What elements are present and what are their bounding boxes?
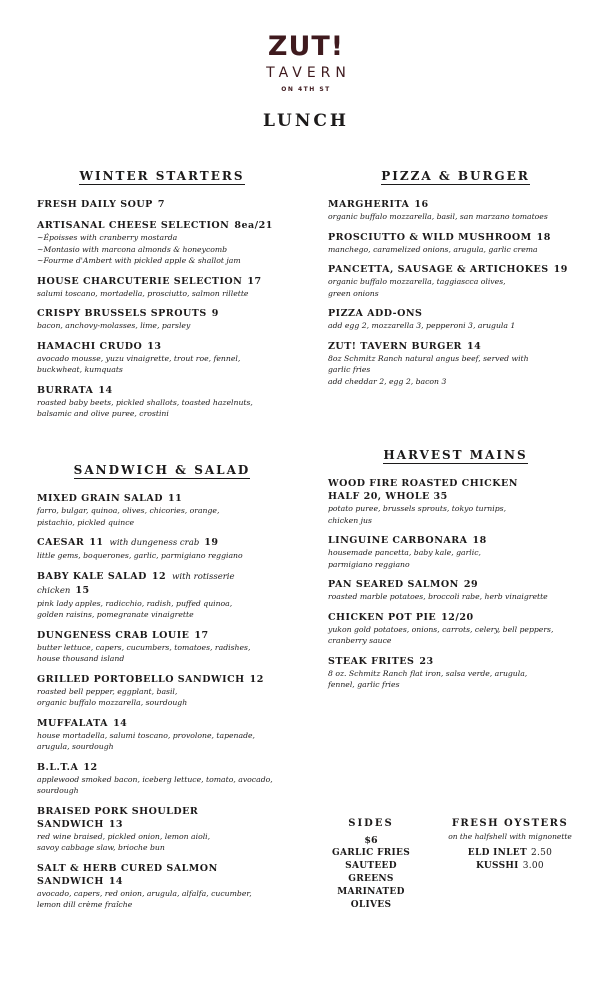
item-name: HAMACHI CRUDO xyxy=(37,340,143,352)
item-header xyxy=(328,578,583,591)
item-name: BABY KALE SALAD xyxy=(37,570,147,582)
item-description: applewood smoked bacon, iceberg lettuce, tomato, avocado, sourdough xyxy=(37,774,273,795)
item-header xyxy=(328,534,583,547)
item-price: 18 xyxy=(472,535,487,546)
item-description: red wine braised, pickled onion, lemon aioli, savoy cabbage slaw, brioche bun xyxy=(37,831,211,852)
item-header xyxy=(37,198,287,211)
item-description: manchego, caramelized onions, arugula, garlic crema xyxy=(328,244,538,254)
item-option: with rotisserie chicken xyxy=(37,571,235,596)
item-header xyxy=(328,198,583,211)
item-name: DUNGENESS CRAB LOUIE xyxy=(37,629,190,641)
menu-item xyxy=(37,629,287,665)
menu-item xyxy=(37,275,287,300)
menu-item xyxy=(37,805,287,854)
item-header xyxy=(37,275,287,288)
menu-item xyxy=(328,307,583,332)
item-price: 7 xyxy=(157,199,165,210)
menu-list xyxy=(328,198,583,387)
menu-item xyxy=(328,477,583,526)
item-header xyxy=(37,307,287,320)
item-description: 8oz Schmitz Ranch natural angus beef, served with garlic fries add cheddar 2, egg 2, bacon 3 xyxy=(328,353,529,386)
item-price: 13 xyxy=(108,818,124,830)
item-name: PANCETTA, SAUSAGE & ARTICHOKES xyxy=(328,264,549,275)
item-header xyxy=(328,263,583,276)
item-header xyxy=(37,219,287,232)
sandwich-salad-section xyxy=(37,462,287,919)
item-header xyxy=(328,340,583,353)
oyster-price: 2.50 xyxy=(530,848,553,858)
item-price: 17 xyxy=(194,629,209,641)
item-name: HOUSE CHARCUTERIE SELECTION xyxy=(37,275,243,287)
menu-item xyxy=(37,198,287,211)
oyster-item xyxy=(440,847,580,860)
item-price: 12 xyxy=(83,761,98,773)
section-heading: HARVEST MAINS xyxy=(383,448,528,462)
pizza-burger-section xyxy=(328,168,583,395)
item-price: 13 xyxy=(147,340,162,352)
item-name: FRESH DAILY SOUP xyxy=(37,199,153,210)
item-name: STEAK FRITES xyxy=(328,655,415,667)
menu-list xyxy=(37,492,287,911)
item-header xyxy=(328,611,583,624)
menu-item xyxy=(37,492,287,528)
item-description: ~Époisses with cranberry mostarda ~Montasio with marcona almonds & honeycomb ~Fourme d'Ambert with pickled apple & shallot jam xyxy=(37,233,241,265)
item-name: PAN SEARED SALMON xyxy=(328,579,459,590)
item-name: BURRATA xyxy=(37,384,94,396)
item-description: farro, bulgar, quinoa, olives, chicories, orange, pistachio, pickled quince xyxy=(37,506,220,527)
item-name: CRISPY BRUSSELS SPROUTS xyxy=(37,308,207,319)
item-description: house mortadella, salumi toscano, provolone, tapenade, arugula, sourdough xyxy=(37,730,256,751)
oyster-item xyxy=(440,860,580,873)
item-name: CAESAR xyxy=(37,537,85,548)
menu-item xyxy=(37,570,287,621)
item-header xyxy=(328,307,583,320)
item-price: 12 xyxy=(249,673,264,685)
item-header xyxy=(37,492,287,505)
item-header xyxy=(37,862,287,888)
menu-item xyxy=(328,578,583,603)
oysters-section xyxy=(440,817,580,873)
menu-item xyxy=(37,307,287,332)
item-header xyxy=(37,805,287,831)
menu-list xyxy=(328,477,583,691)
item-price: 14 xyxy=(113,717,128,729)
item-option-price: 15 xyxy=(75,584,90,596)
item-name: ZUT! TAVERN BURGER xyxy=(328,340,462,352)
sides-title: SIDES xyxy=(348,818,394,829)
item-name: B.L.T.A xyxy=(37,761,79,773)
item-price: 23 xyxy=(419,655,434,667)
side-item: MARINATED OLIVES xyxy=(337,887,405,910)
item-name: PIZZA ADD-ONS xyxy=(328,308,423,319)
item-header xyxy=(328,231,583,244)
item-price: 14 xyxy=(466,340,482,352)
item-description: yukon gold potatoes, onions, carrots, celery, bell peppers, cranberry sauce xyxy=(328,624,554,645)
item-price: 8ea/21 xyxy=(234,220,273,231)
section-heading: WINTER STARTERS xyxy=(79,169,245,183)
item-description: butter lettuce, capers, cucumbers, tomatoes, radishes, house thousand island xyxy=(37,642,251,663)
item-name: PROSCIUTTO & WILD MUSHROOM xyxy=(328,231,532,243)
oyster-price: 3.00 xyxy=(522,861,544,871)
sides-price: $6 xyxy=(364,835,378,846)
menu-item xyxy=(328,231,583,256)
menu-item xyxy=(37,673,287,709)
item-header xyxy=(37,673,287,686)
item-description: roasted baby beets, pickled shallots, toasted hazelnuts, balsamic and olive puree, crostini xyxy=(37,397,253,418)
item-option: with dungeness crab xyxy=(109,538,200,548)
item-price: 9 xyxy=(211,308,219,319)
item-description: little gems, boquerones, garlic, parmigiano reggiano xyxy=(37,551,243,560)
item-header xyxy=(328,655,583,668)
item-description: organic buffalo mozzarella, basil, san marzano tomatoes xyxy=(328,212,548,221)
item-description: roasted marble potatoes, broccoli rabe, herb vinaigrette xyxy=(328,592,548,601)
item-description: potato puree, brussels sprouts, tokyo turnips, chicken jus xyxy=(328,504,507,525)
harvest-mains-section xyxy=(328,447,583,699)
item-header xyxy=(328,477,583,490)
item-price: 16 xyxy=(414,199,429,210)
item-name: MARGHERITA xyxy=(328,199,410,210)
side-item: SAUTEED GREENS xyxy=(345,861,397,884)
brand-street: ON 4TH ST xyxy=(281,86,331,93)
item-price: 11 xyxy=(167,493,183,504)
item-price: 11 xyxy=(89,537,104,548)
brand-name: ZUT! xyxy=(267,31,345,62)
item-header xyxy=(37,570,287,598)
item-name: LINGUINE CARBONARA xyxy=(328,535,468,546)
section-heading: PIZZA & BURGER xyxy=(381,169,530,183)
item-name: SALT & HERB CURED SALMON SANDWICH xyxy=(37,862,218,887)
item-description: organic buffalo mozzarella, taggiascca olives, green onions xyxy=(328,277,506,298)
menu-item xyxy=(37,219,287,267)
item-price: 17 xyxy=(247,275,262,287)
section-heading: SANDWICH & SALAD xyxy=(73,463,251,477)
item-header xyxy=(37,761,287,774)
winter-starters-section xyxy=(37,168,287,428)
item-name: BRAISED PORK SHOULDER SANDWICH xyxy=(37,805,199,830)
menu-item xyxy=(328,263,583,299)
oyster-name: ELD INLET xyxy=(467,848,527,858)
item-description: bacon, anchovy-molasses, lime, parsley xyxy=(37,321,191,330)
menu-item xyxy=(37,717,287,753)
item-name: MIXED GRAIN SALAD xyxy=(37,493,163,504)
sides-section xyxy=(326,817,416,912)
item-price: 14 xyxy=(98,384,113,396)
brand-sub: TAVERN xyxy=(266,65,351,81)
item-description: 8 oz. Schmitz Ranch flat iron, salsa verde, arugula, fennel, garlic fries xyxy=(328,668,528,689)
item-price: 29 xyxy=(463,579,479,590)
menu-item xyxy=(328,340,583,388)
item-name: CHICKEN POT PIE xyxy=(328,611,437,623)
item-name: WOOD FIRE ROASTED CHICKEN xyxy=(328,478,518,489)
oyster-name: KUSSHI xyxy=(476,861,519,871)
menu-item xyxy=(37,862,287,911)
item-price: 19 xyxy=(553,264,568,275)
oysters-title: FRESH OYSTERS xyxy=(451,818,569,829)
item-option-price: 19 xyxy=(204,537,219,548)
menu-item xyxy=(328,534,583,570)
item-description: salumi toscano, mortadella, prosciutto, salmon rillette xyxy=(37,288,249,298)
item-name: MUFFALATA xyxy=(37,717,109,729)
menu-item xyxy=(37,384,287,420)
item-description: housemade pancetta, baby kale, garlic, parmigiano reggiano xyxy=(328,548,481,569)
item-header xyxy=(37,536,287,550)
page-title: LUNCH xyxy=(263,111,349,131)
item-header xyxy=(37,384,287,397)
menu-item xyxy=(37,761,287,797)
item-price: 12/20 xyxy=(441,611,474,623)
item-header xyxy=(37,340,287,353)
menu-item xyxy=(37,340,287,376)
item-description: avocado, capers, red onion, arugula, alfalfa, cucumber, lemon dill crème fraîche xyxy=(37,888,252,909)
menu-item xyxy=(328,611,583,647)
item-header xyxy=(37,717,287,730)
menu-item xyxy=(328,655,583,691)
item-name: GRILLED PORTOBELLO SANDWICH xyxy=(37,673,245,685)
side-item: GARLIC FRIES xyxy=(331,848,411,858)
item-description: pink lady apples, radicchio, radish, puffed quinoa, golden raisins, pomegranate vinaigrette xyxy=(37,598,233,619)
item-description: add egg 2, mozzarella 3, pepperoni 3, arugula 1 xyxy=(328,321,516,330)
item-price-options: HALF 20, WHOLE 35 xyxy=(328,491,448,502)
oysters-note: on the halfshell with mignonette xyxy=(448,832,572,841)
item-price: 14 xyxy=(108,875,124,887)
item-name: ARTISANAL CHEESE SELECTION xyxy=(37,220,230,231)
item-price: 18 xyxy=(536,231,551,243)
item-price: 12 xyxy=(151,570,167,582)
menu-item xyxy=(37,536,287,562)
menu-list xyxy=(37,198,287,420)
item-header xyxy=(37,629,287,642)
item-description: roasted bell pepper, eggplant, basil, organic buffalo mozzarella, sourdough xyxy=(37,686,188,707)
menu-item xyxy=(328,198,583,223)
item-description: avocado mousse, yuzu vinaigrette, trout roe, fennel, buckwheat, kumquats xyxy=(37,353,241,374)
